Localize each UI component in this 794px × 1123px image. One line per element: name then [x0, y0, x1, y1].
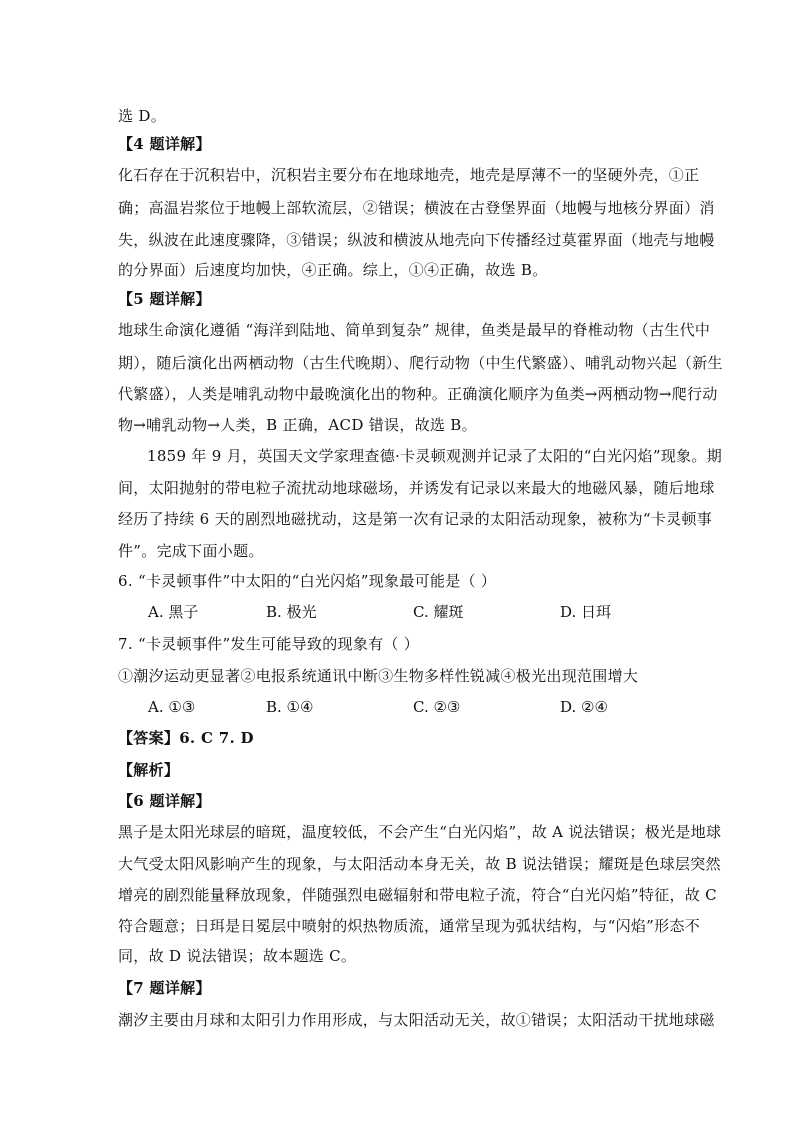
q7-option-a: A. ①③ — [148, 698, 196, 716]
text-line: 地球生命演化遵循 “海洋到陆地、简单到复杂” 规律，鱼类是最早的脊椎动物（古生代中 — [118, 321, 711, 339]
section-heading: 【6 题详解】 — [118, 792, 211, 810]
text-line: 选 D。 — [118, 107, 166, 125]
q6-option-c: C. 耀斑 — [413, 603, 464, 621]
passage-line: 1859 年 9 月，英国天文学家理查德·卡灵顿观测并记录了太阳的“白光闪焰”现象。期 — [147, 447, 723, 465]
question-6: 6. “卡灵顿事件”中太阳的“白光闪焰”现象最可能是（ ） — [118, 572, 497, 590]
section-heading: 【7 题详解】 — [118, 979, 211, 997]
q7-option-b: B. ①④ — [266, 698, 314, 716]
analysis-heading: 【解析】 — [118, 761, 180, 779]
text-line: 潮汐主要由月球和太阳引力作用形成，与太阳活动无关，故①错误；太阳活动干扰地球磁 — [118, 1011, 715, 1029]
text-line: 大气受太阳风影响产生的现象，与太阳活动本身无关，故 B 说法错误；耀斑是色球层突然 — [118, 855, 721, 873]
text-line: 期），随后演化出两栖动物（古生代晚期）、爬行动物（中生代繁盛）、哺乳动物兴起（新生 — [118, 354, 723, 372]
passage-line: 件”。完成下面小题。 — [118, 542, 264, 560]
q7-option-d: D. ②④ — [560, 698, 608, 716]
text-line: 化石存在于沉积岩中，沉积岩主要分布在地球地壳，地壳是厚薄不一的坚硬外壳，①正 — [118, 166, 700, 184]
question-7-statements: ①潮汐运动更显著②电报系统通讯中断③生物多样性锐减④极光出现范围增大 — [118, 667, 639, 685]
question-7: 7. “卡灵顿事件”发生可能导致的现象有（ ） — [118, 635, 420, 653]
section-heading: 【5 题详解】 — [118, 290, 211, 308]
text-line: 物→哺乳动物→人类，B 正确，ACD 错误，故选 B。 — [118, 416, 477, 434]
passage-line: 经历了持续 6 天的剧烈地磁扰动，这是第一次有记录的太阳活动现象，被称为“卡灵顿事 — [118, 510, 713, 528]
q7-option-c: C. ②③ — [413, 698, 461, 716]
text-line: 同，故 D 说法错误；故本题选 C。 — [118, 947, 357, 965]
q6-option-b: B. 极光 — [266, 603, 317, 621]
text-line: 确；高温岩浆位于地幔上部软流层，②错误；横波在古登堡界面（地幔与地核分界面）消 — [118, 199, 715, 217]
text-line: 代繁盛），人类是哺乳动物中最晚演化出的物种。正确演化顺序为鱼类→两栖动物→爬行动 — [118, 385, 718, 403]
answer-line: 【答案】6. C 7. D — [118, 729, 254, 747]
text-line: 失，纵波在此速度骤降，③错误；纵波和横波从地壳向下传播经过莫霍界面（地壳与地幔 — [118, 231, 715, 249]
text-line: 符合题意；日珥是日冕层中喷射的炽热物质流，通常呈现为弧状结构，与“闪焰”形态不 — [118, 917, 701, 935]
text-line: 增亮的剧烈能量释放现象，伴随强烈电磁辐射和带电粒子流，符合“白光闪焰”特征，故 C — [118, 886, 717, 904]
text-line: 的分界面）后速度均加快，④正确。综上，①④正确，故选 B。 — [118, 261, 548, 279]
q6-option-a: A. 黑子 — [148, 603, 199, 621]
passage-line: 间，太阳抛射的带电粒子流扰动地球磁场，并诱发有记录以来最大的地磁风暴，随后地球 — [118, 479, 715, 497]
section-heading: 【4 题详解】 — [118, 135, 211, 153]
q6-option-d: D. 日珥 — [560, 603, 612, 621]
text-line: 黑子是太阳光球层的暗斑，温度较低，不会产生“白光闪焰”，故 A 说法错误；极光是地球 — [118, 823, 722, 841]
